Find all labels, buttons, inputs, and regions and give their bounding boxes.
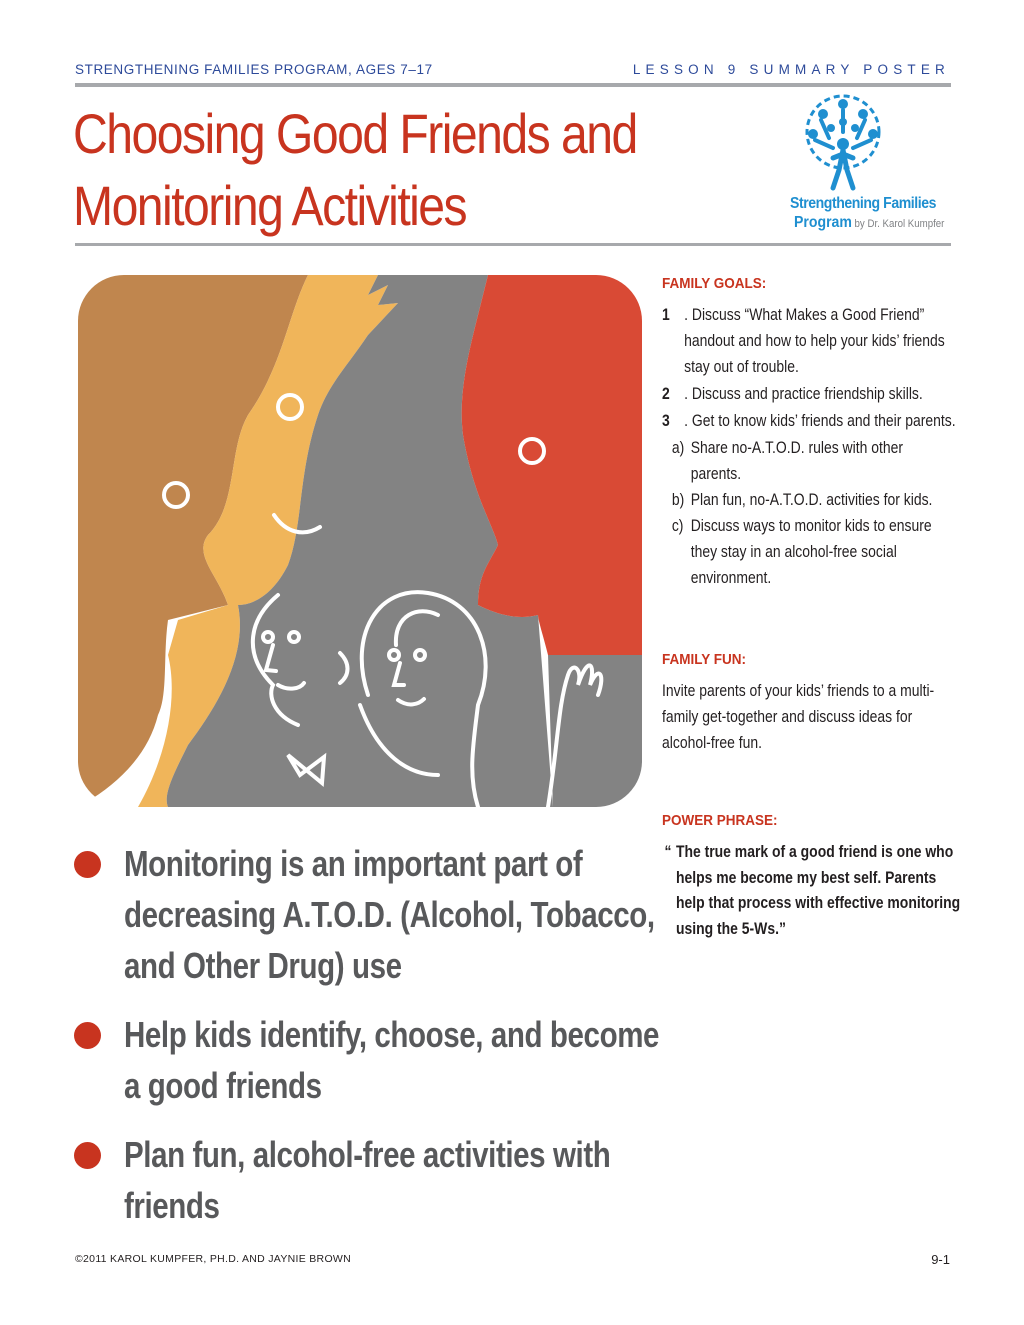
footer-copyright: ©2011 KAROL KUMPFER, PH.D. AND JAYNIE BROWN: [75, 1253, 351, 1265]
quote-mark: “: [664, 842, 672, 861]
bullet-text: Plan fun, alcohol-free activities with friends: [124, 1134, 611, 1226]
header-program: STRENGTHENING FAMILIES PROGRAM, AGES 7–17: [75, 62, 433, 77]
key-points-list: [74, 838, 660, 1249]
goal-number: 2: [662, 384, 670, 403]
subitem-text: Plan fun, no-A.T.O.D. activities for kids.: [690, 490, 933, 509]
power-phrase-heading: POWER PHRASE:: [662, 812, 778, 829]
friends-illustration: [78, 275, 642, 807]
power-phrase-quote: [662, 839, 965, 941]
goal-item: [662, 408, 957, 434]
goal-subitem: [662, 435, 957, 487]
goal-text: . Discuss “What Makes a Good Friend” handout and how to help your kids’ friends stay out of trouble.: [684, 305, 945, 376]
goal-number: 3: [662, 411, 670, 430]
goal-item: [662, 302, 957, 380]
logo-title: Strengthening Families: [790, 195, 937, 212]
subitem-label: b): [671, 490, 685, 509]
family-tree-icon: [793, 92, 893, 192]
bullet-dot-icon: [74, 1142, 101, 1169]
family-fun-heading: FAMILY FUN:: [662, 651, 747, 668]
goal-subitem: [662, 487, 957, 513]
power-phrase-text: The true mark of a good friend is one who helps me become my best self. Parents help that process with effective monitoring using the 5-Ws.”: [675, 842, 961, 938]
logo-byline: by Dr. Karol Kumpfer: [854, 218, 945, 230]
list-item: [74, 1009, 660, 1111]
program-logo: [790, 92, 955, 242]
sidebar-column: [662, 275, 962, 941]
friends-faces-image: [78, 275, 642, 807]
page-title-line2: Monitoring Activities: [73, 174, 467, 237]
page-title: [73, 98, 641, 242]
subitem-text: Discuss ways to monitor kids to ensure they stay in an alcohol-free social environment.: [690, 516, 932, 587]
subitem-label: c): [671, 516, 684, 535]
bullet-dot-icon: [74, 851, 101, 878]
bullet-text: Monitoring is an important part of decreasing A.T.O.D. (Alcohol, Tobacco, and Other Drug) use: [124, 843, 655, 986]
subitem-label: a): [671, 438, 685, 457]
goal-text: . Get to know kids’ friends and their parents.: [684, 411, 956, 430]
goal-item: [662, 381, 957, 407]
title-divider: [75, 243, 951, 246]
logo-program: Program: [794, 214, 852, 231]
list-item: [74, 838, 655, 991]
page-number: 9-1: [931, 1252, 950, 1267]
bullet-dot-icon: [74, 1022, 101, 1049]
family-goals-heading: FAMILY GOALS:: [662, 275, 767, 292]
list-item: [74, 1129, 634, 1231]
header-lesson: LESSON 9 SUMMARY POSTER: [632, 62, 950, 77]
goal-text: . Discuss and practice friendship skills.: [684, 384, 923, 403]
logo-subtitle: [794, 214, 944, 232]
family-goals-list: [662, 302, 957, 591]
goal-subitem: [662, 513, 957, 591]
family-fun-text: Invite parents of your kids’ friends to a multi-family get-together and discuss ideas for alcohol-free fun.: [662, 681, 935, 752]
goal-number: 1: [662, 305, 670, 324]
subitem-text: Share no-A.T.O.D. rules with other parents.: [690, 438, 903, 483]
page-title-line1: Choosing Good Friends and: [73, 102, 637, 165]
bullet-text: Help kids identify, choose, and become a good friends: [124, 1014, 660, 1106]
header-divider: [75, 83, 951, 87]
